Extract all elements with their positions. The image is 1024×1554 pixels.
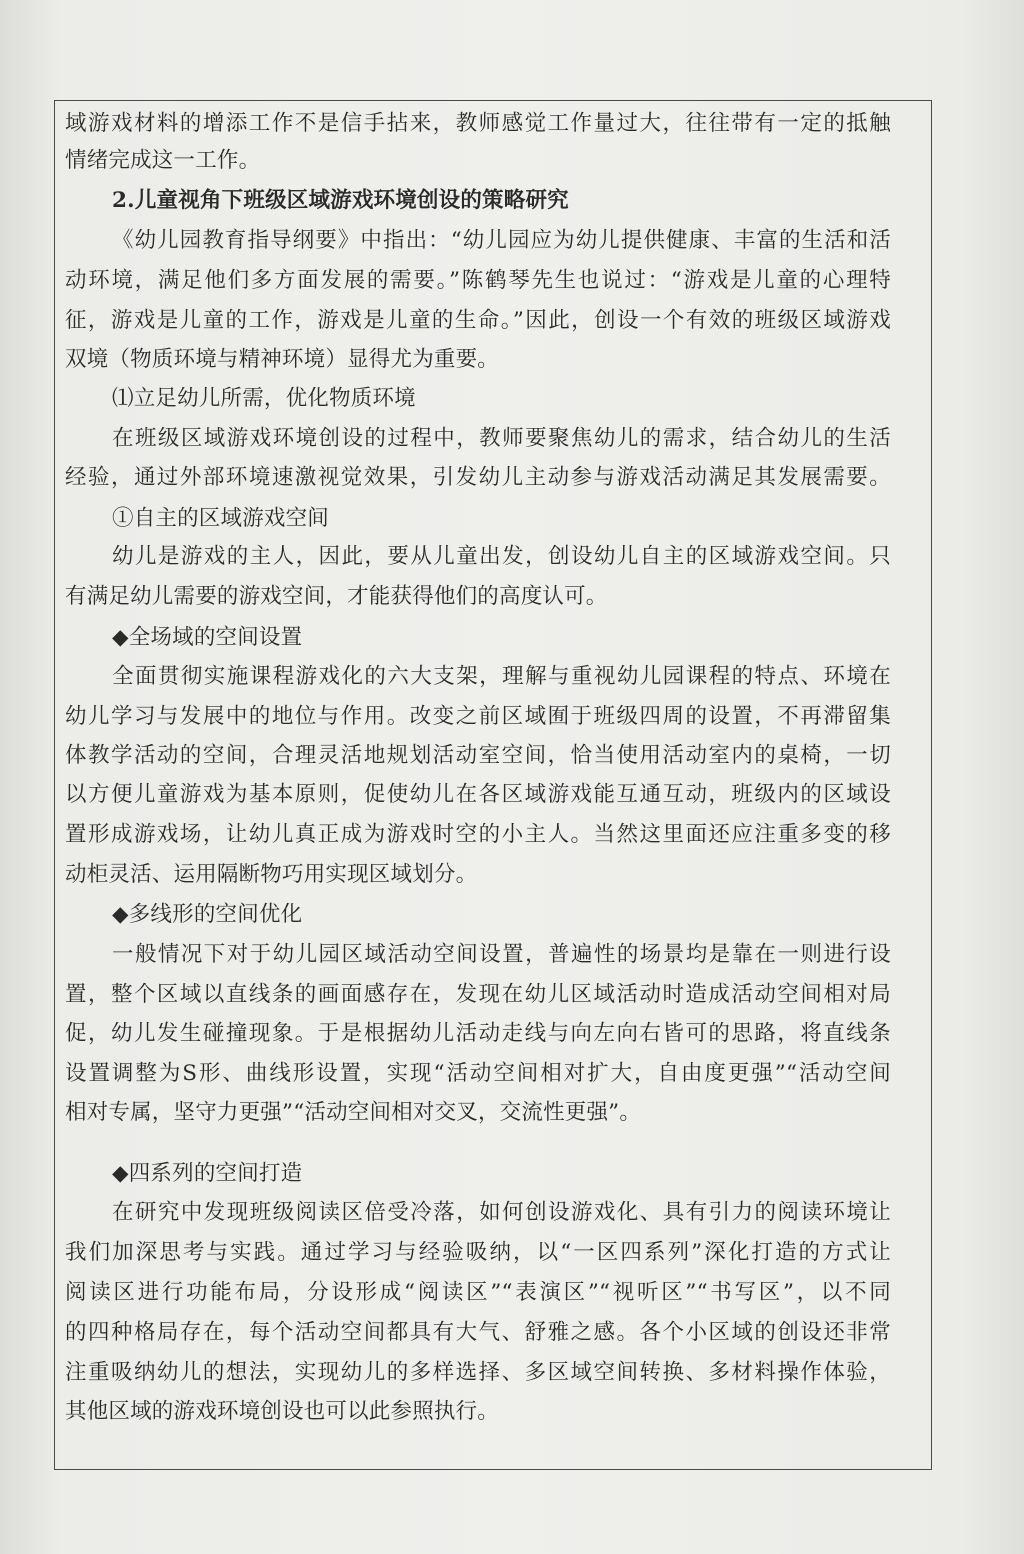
text-line: 以方便儿童游戏为基本原则，促使幼儿在各区域游戏能互通互动，班级内的区域设 [65, 782, 891, 807]
text-line: 域游戏材料的增添工作不是信手拈来，教师感觉工作量过大，往往带有一定的抵触 [65, 111, 891, 136]
text-line: 经验，通过外部环境速激视觉效果，引发幼儿主动参与游戏活动满足其发展需要。 [65, 465, 891, 490]
section-heading: 2.儿童视角下班级区域游戏环境创设的策略研究 [112, 188, 569, 213]
text-line: 在研究中发现班级阅读区倍受冷落，如何创设游戏化、具有引力的阅读环境让 [112, 1200, 891, 1225]
text-line: 一般情况下对于幼儿园区域活动空间设置，普遍性的场景均是靠在一则进行设 [112, 942, 891, 967]
bullet-heading: ◆多线形的空间优化 [112, 902, 303, 927]
text-line: 设置调整为S形、曲线形设置，实现“活动空间相对扩大，自由度更强”“活动空间 [65, 1061, 891, 1086]
text-line: 双境（物质环境与精神环境）显得尤为重要。 [65, 347, 500, 372]
text-line: 我们加深思考与实践。通过学习与经验吸纳，以“一区四系列”深化打造的方式让 [65, 1240, 891, 1265]
item-heading: ①自主的区域游戏空间 [112, 506, 330, 531]
text-line: 《幼儿园教育指导纲要》中指出：“幼儿园应为幼儿提供健康、丰富的生活和活 [112, 228, 891, 253]
text-line: 动环境，满足他们多方面发展的需要。”陈鹤琴先生也说过：“游戏是儿童的心理特 [65, 268, 891, 293]
text-line: 相对专属，坚守力更强”“活动空间相对交叉，交流性更强”。 [65, 1100, 642, 1125]
text-line: 动柜灵活、运用隔断物巧用实现区域划分。 [65, 862, 478, 887]
text-line: 其他区域的游戏环境创设也可以此参照执行。 [65, 1399, 500, 1424]
text-line: 幼儿学习与发展中的地位与作用。改变之前区域囿于班级四周的设置，不再滞留集 [65, 704, 891, 729]
text-line: 幼儿是游戏的主人，因此，要从儿童出发，创设幼儿自主的区域游戏空间。只 [112, 544, 891, 569]
text-line: 全面贯彻实施课程游戏化的六大支架，理解与重视幼儿园课程的特点、环境在 [112, 664, 891, 689]
text-line: 在班级区域游戏环境创设的过程中，教师要聚焦幼儿的需求，结合幼儿的生活 [112, 426, 891, 451]
text-line: 注重吸纳幼儿的想法，实现幼儿的多样选择、多区域空间转换、多材料操作体验， [65, 1360, 891, 1385]
text-line: 置，整个区域以直线条的画面感存在，发现在幼儿区域活动时造成活动空间相对局 [65, 982, 891, 1007]
text-line: 促，幼儿发生碰撞现象。于是根据幼儿活动走线与向左向右皆可的思路，将直线条 [65, 1021, 891, 1046]
text-line: 体教学活动的空间，合理灵活地规划活动室空间，恰当使用活动室内的桌椅，一切 [65, 743, 891, 768]
text-line: 置形成游戏场，让幼儿真正成为游戏时空的小主人。当然这里面还应注重多变的移 [65, 822, 891, 847]
text-line: 征，游戏是儿童的工作，游戏是儿童的生命。”因此，创设一个有效的班级区域游戏 [65, 308, 891, 333]
subsection-heading: ⑴立足幼儿所需，优化物质环境 [112, 386, 416, 411]
bullet-heading: ◆全场域的空间设置 [112, 625, 303, 650]
text-line: 情绪完成这一工作。 [65, 148, 261, 173]
bullet-heading: ◆四系列的空间打造 [112, 1161, 303, 1186]
text-line: 的四种格局存在，每个活动空间都具有大气、舒雅之感。各个小区域的创设还非常 [65, 1320, 891, 1345]
text-line: 有满足幼儿需要的游戏空间，才能获得他们的高度认可。 [65, 584, 608, 609]
text-line: 阅读区进行功能布局，分设形成“阅读区”“表演区”“视听区”“书写区”，以不同 [65, 1280, 891, 1305]
